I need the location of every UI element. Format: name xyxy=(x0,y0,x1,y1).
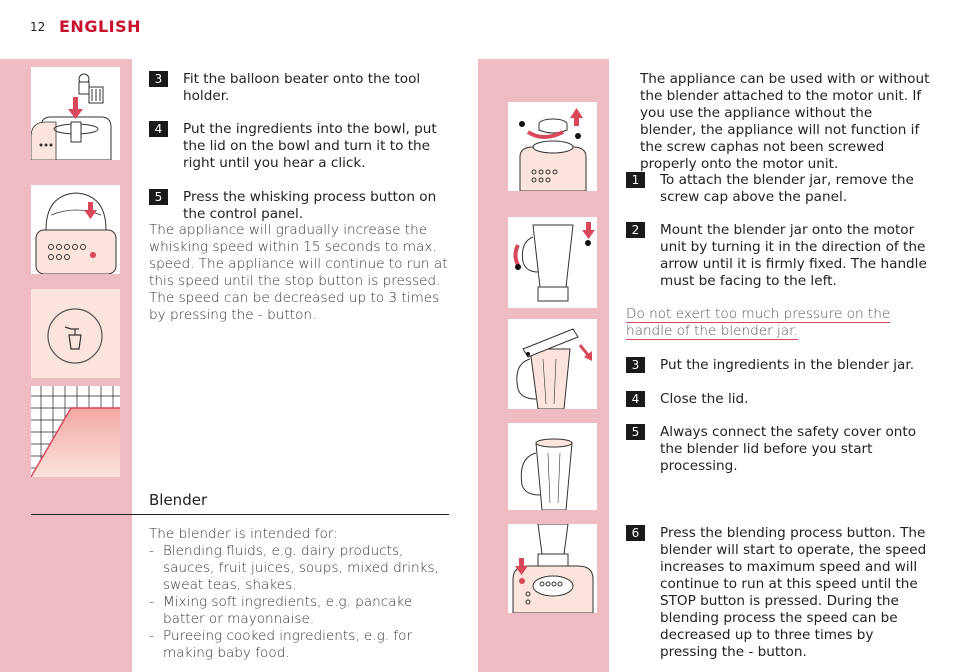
step-text: Close the lid. xyxy=(660,391,749,407)
left-step-4 xyxy=(149,121,445,172)
step-number: 4 xyxy=(149,121,168,137)
illustration-fill-jar xyxy=(508,319,597,409)
right-step-4 xyxy=(626,391,928,408)
left-step-5 xyxy=(149,189,445,223)
left-step-3 xyxy=(149,71,445,105)
step-text: Always connect the safety cover onto the blender lid before you start processing. xyxy=(660,424,917,474)
illustration-whisk-button xyxy=(31,289,120,378)
right-step-6 xyxy=(626,525,928,661)
language-heading: ENGLISH xyxy=(59,17,142,36)
step-text: Press the blending process button. The blender will start to operate, the speed increases to maximum speed and will continue to run at this speed until the STOP button is pressed. During the blending process the speed can be decreased up to three times by pressing the - button. xyxy=(660,525,927,660)
right-step-2 xyxy=(626,222,928,290)
illustration-close-lid xyxy=(508,423,597,510)
illustration-beater-attach xyxy=(31,67,120,160)
step-number: 3 xyxy=(149,71,168,87)
step-number: 1 xyxy=(626,172,645,188)
blender-heading: Blender xyxy=(149,491,208,509)
step-number: 5 xyxy=(149,189,168,205)
warning-text: Do not exert too much pressure on the handle of the blender jar. xyxy=(626,306,891,339)
blender-divider xyxy=(31,514,449,515)
right-step-1 xyxy=(626,172,928,206)
blender-intro-paragraph: The appliance can be used with or without the blender attached to the motor unit. If you use the appliance without the blender, the appliance will not function if the screw caphas not been screwed properly onto the motor unit. xyxy=(640,71,930,172)
step-number: 6 xyxy=(626,525,645,541)
step-number: 2 xyxy=(626,222,645,238)
list-item: - Blending fluids, e.g. dairy products, sauces, fruit juices, soups, mixed drinks, sweat teas, shakes. xyxy=(149,543,444,594)
step-text: To attach the blender jar, remove the screw cap above the panel. xyxy=(660,172,914,205)
right-step-5 xyxy=(626,424,928,475)
step-text: Put the ingredients into the bowl, put the lid on the bowl and turn it to the right until you hear a click. xyxy=(183,121,437,171)
step-number: 4 xyxy=(626,391,645,407)
illustration-speed-graph xyxy=(31,386,120,477)
page-number: 12 xyxy=(30,20,46,34)
step-text: Fit the balloon beater onto the tool holder. xyxy=(183,71,421,104)
handle-warning xyxy=(626,306,916,340)
step-number: 3 xyxy=(626,357,645,373)
illustration-mount-jar xyxy=(508,217,597,308)
illustration-bowl-lid xyxy=(31,185,120,274)
blender-uses-list xyxy=(149,543,444,662)
step-text: Mount the blender jar onto the motor unit by turning it in the direction of the arrow until it is firmly fixed. The handle must be facing to the left. xyxy=(660,222,927,289)
illustration-remove-screw-cap xyxy=(508,102,597,191)
list-item: - Pureeing cooked ingredients, e.g. for making baby food. xyxy=(149,628,444,662)
step-number: 5 xyxy=(626,424,645,440)
whisking-note: The appliance will gradually increase the whisking speed within 15 seconds to max. speed. The appliance will continue to run at this speed until the stop button is pressed. The speed can be decreased up to 3 times by pressing the - button. xyxy=(149,222,448,323)
blender-intro: The blender is intended for: xyxy=(149,526,338,542)
list-item: - Mixing soft ingredients, e.g. pancake batter or mayonnaise. xyxy=(149,594,444,628)
step-text: Press the whisking process button on the control panel. xyxy=(183,189,437,222)
right-step-3 xyxy=(626,357,928,374)
illustration-press-blend-button xyxy=(508,524,597,613)
step-text: Put the ingredients in the blender jar. xyxy=(660,357,915,373)
